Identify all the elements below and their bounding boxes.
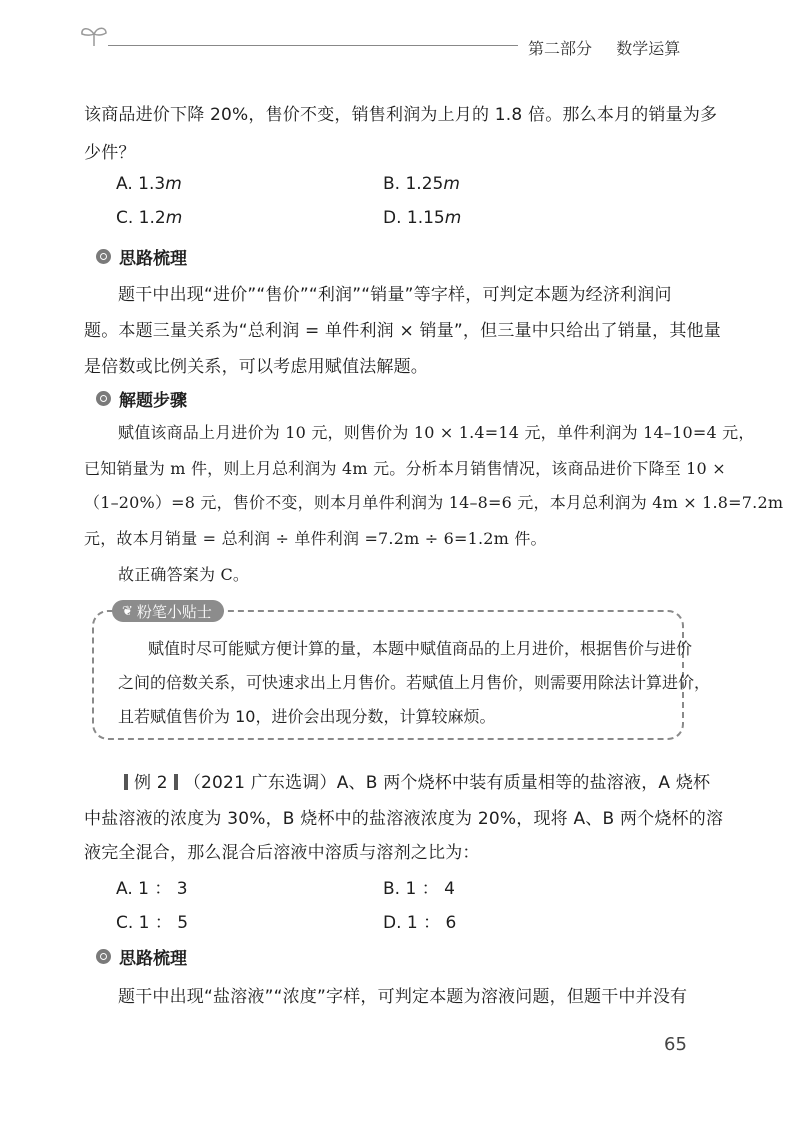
q2-option-d: D. 1 ： 6 [383,913,457,933]
q1-option-c: C. 1.2m [116,208,183,228]
q2-option-a: A. 1 ： 3 [116,879,188,899]
bullet-icon [96,391,111,406]
analysis-heading: 思路梳理 [96,944,187,969]
header-part: 第二部分 [528,39,593,58]
q1-stem-line-2: 少件？ [84,143,136,163]
q2-option-b: B. 1 ： 4 [383,879,455,899]
solution-line: 元，故本月销量 = 总利润 ÷ 单件利润 =7.2m ÷ 6=1.2m 件。 [84,529,547,548]
analysis-line: 是倍数或比例关系，可以考虑用赋值法解题。 [84,357,428,377]
q2-stem-text: （2021 广东选调）A、B 两个烧杯中装有质量相等的盐溶液，A 烧杯 [183,773,711,793]
q2-stem-line-1 [118,768,710,793]
analysis-heading: 思路梳理 [96,244,187,269]
tip-line: 且若赋值售价为 10，进价会出现分数，计算较麻烦。 [118,707,496,726]
header-section [528,36,680,59]
q1-option-a: A. 1.3m [116,174,182,194]
solution-line: （1–20%）=8 元，售价不变，则本月单件利润为 14–8=6 元，本月总利润为 4m × 1.8=7.2m [84,493,784,512]
answer-line: 故正确答案为 C。 [118,565,250,584]
q2-stem-line-2: 中盐溶液的浓度为 30%，B 烧杯中的盐溶液浓度为 20%，现将 A、B 两个烧杯的溶 [84,809,724,829]
solution-line: 已知销量为 m 件，则上月总利润为 4m 元。分析本月销售情况，该商品进价下降至 10 × [84,459,726,478]
header-rule [108,45,518,46]
sprout-icon [78,22,110,48]
tag-bar-right [174,774,178,790]
solution-line: 赋值该商品上月进价为 10 元，则售价为 10 × 1.4=14 元，单件利润为 14–10=4 元， [118,423,755,442]
q2-stem-line-3: 液完全混合，那么混合后溶液中溶质与溶剂之比为： [84,843,480,863]
sprout-icon: ❦ [122,603,133,619]
header-chapter: 数学运算 [616,39,681,58]
bullet-icon [96,249,111,264]
analysis-line: 题干中出现“进价”“售价”“利润”“销量”等字样，可判定本题为经济利润问 [118,285,672,305]
tip-line: 之间的倍数关系，可快速求出上月售价。若赋值上月售价，则需要用除法计算进价， [118,673,711,692]
q1-option-d: D. 1.15m [383,208,462,228]
q2-tag: 例 2 [134,773,168,793]
q2-option-c: C. 1 ： 5 [116,913,189,933]
tip-title: ❦ 粉笔小贴士 [112,600,224,622]
tag-bar-left [124,774,128,790]
q1-option-b: B. 1.25m [383,174,460,194]
q1-stem-line-1: 该商品进价下降 20%，售价不变，销售利润为上月的 1.8 倍。那么本月的销量为多 [84,105,718,125]
analysis-line: 题干中出现“盐溶液”“浓度”字样，可判定本题为溶液问题，但题干中并没有 [118,987,688,1007]
tip-line: 赋值时尽可能赋方便计算的量，本题中赋值商品的上月进价，根据售价与进价 [148,639,693,658]
bullet-icon [96,949,111,964]
solution-heading: 解题步骤 [96,386,187,411]
analysis-line: 题。本题三量关系为“总利润 = 单件利润 × 销量”，但三量中只给出了销量，其他量 [84,321,721,341]
page-number: 65 [664,1034,687,1055]
